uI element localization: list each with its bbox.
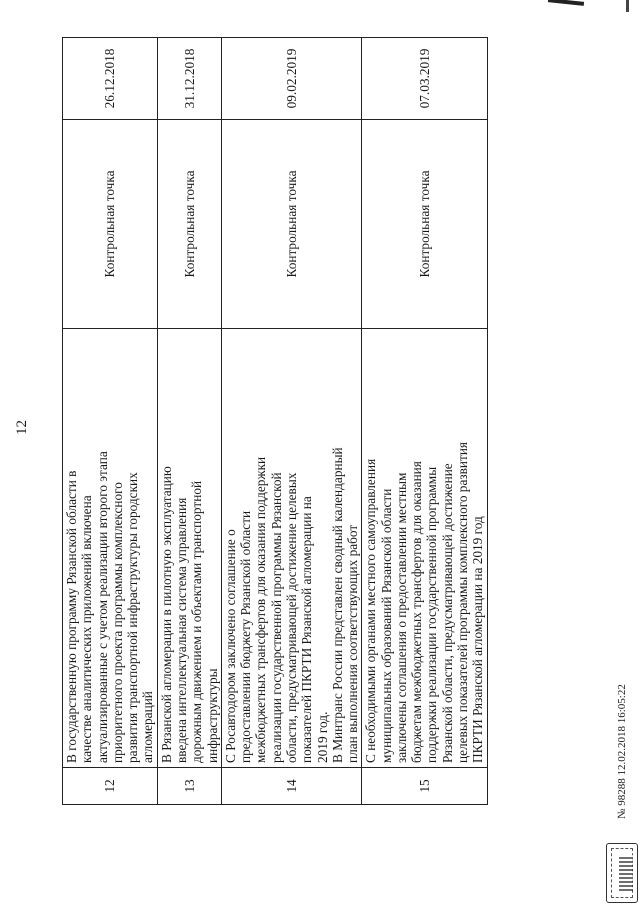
row-description — [221, 329, 362, 768]
description-line: бюджетам межбюджетных трансфертов для оказания — [409, 461, 425, 763]
description-line: план выполнения соответствующих работ — [345, 524, 361, 763]
row-date: 31.12.2018 — [157, 38, 221, 120]
description-line: реализации государственной программы Рязанской — [268, 472, 284, 763]
description-line: С необходимыми органами местного самоуправления — [363, 458, 379, 763]
registration-footer: № 98288 12.02.2018 16:05:22 — [616, 684, 628, 819]
description-line: муниципальных образований Рязанской области — [378, 488, 394, 763]
description-line: предоставлении бюджету Рязанской области — [238, 510, 254, 763]
row-description — [362, 329, 487, 768]
milestones-table — [62, 37, 488, 805]
table-row — [221, 38, 362, 805]
description-line: В Минтранс России представлен сводный календарный — [329, 447, 345, 763]
stamp-seal-icon — [619, 855, 633, 891]
description-line: области, предусматривающей достижение целевых — [283, 472, 299, 763]
row-event-type: Контрольная точка — [157, 120, 221, 329]
page-number: 12 — [14, 420, 30, 435]
row-number: 12 — [63, 768, 158, 805]
row-number: 15 — [362, 768, 487, 805]
description-line: актуализированные с учетом реализации второго этапа — [94, 451, 110, 763]
description-line: развития транспортной инфраструктуры городских — [125, 472, 141, 763]
description-line: приоритетного проекта программы комплексного — [109, 482, 125, 763]
row-date: 26.12.2018 — [63, 38, 158, 120]
table-row — [63, 38, 158, 805]
row-event-type: Контрольная точка — [362, 120, 487, 329]
row-description — [157, 329, 221, 768]
description-line: ПКРТИ Рязанской агломерации на 2019 год — [470, 516, 486, 763]
row-event-type: Контрольная точка — [221, 120, 362, 329]
description-line: Рязанской области, предусматривающей достижение — [439, 463, 455, 763]
description-line: межбюджетных трансфертов для оказания поддержки — [253, 456, 269, 763]
row-description — [63, 329, 158, 768]
description-line: инфраструктуры — [204, 668, 220, 763]
description-line: введена интеллектуальная система управления — [173, 497, 189, 763]
description-line: В Рязанской агломерации в пилотную эксплуатацию — [158, 466, 174, 763]
description-line: поддержки реализации государственной программы — [424, 466, 440, 763]
description-line: целевых показателей программы комплексного развития — [455, 441, 471, 763]
row-date: 07.03.2019 — [362, 38, 487, 120]
description-line: С Росавтодором заключено соглашение о — [222, 529, 238, 763]
description-line: качестве аналитических приложений включена — [79, 495, 95, 763]
row-number: 13 — [157, 768, 221, 805]
row-date: 09.02.2019 — [221, 38, 362, 120]
stamp-frame — [611, 848, 633, 898]
description-line: В государственную программу Рязанской области в — [64, 470, 79, 763]
row-event-type: Контрольная точка — [63, 120, 158, 329]
description-line: агломераций — [140, 691, 156, 763]
description-line: заключены соглашения о предоставлении местным — [393, 472, 409, 763]
registry-stamp — [606, 843, 638, 903]
description-line: 2019 год. — [314, 711, 330, 763]
table-row — [157, 38, 221, 805]
description-line: дорожным движением и объектами транспортной — [189, 480, 205, 763]
description-line: показателей ПКРТИ Рязанской агломерации на — [299, 496, 315, 763]
row-number: 14 — [221, 768, 362, 805]
table-row — [362, 38, 487, 805]
